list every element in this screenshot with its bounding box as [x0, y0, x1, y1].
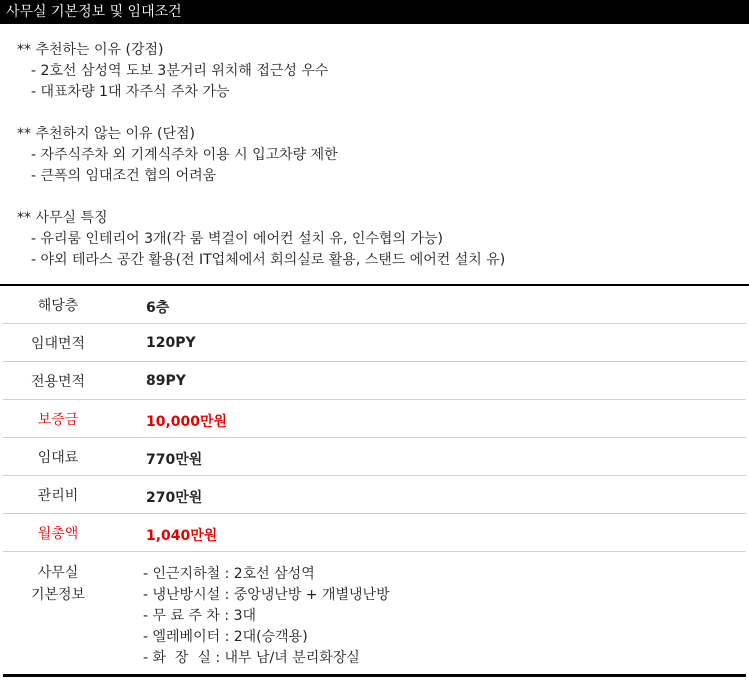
features-group [17, 208, 737, 271]
basic-info-item: - 냉난방시설 : 중앙냉난방 + 개별냉난방 [143, 587, 390, 603]
table-row-maintenance [3, 476, 746, 514]
basic-info-label-line1: 사무실 [37, 565, 79, 581]
notes-section [17, 40, 737, 292]
monthly-total-value: 1,040만원 [146, 528, 218, 544]
cons-item: - 큰폭의 임대조건 협의 어려움 [31, 168, 217, 184]
basic-info-label-line2: 기본정보 [30, 587, 86, 603]
features-item: - 유리룸 인테리어 3개(각 룸 벽걸이 에어컨 설치 유, 인수협의 가능) [31, 231, 443, 247]
exclusive-area-label: 전용면적 [30, 374, 86, 390]
basic-info-item: - 화 장 실 : 내부 남/녀 분리화장실 [143, 650, 360, 666]
cons-heading: ** 추천하지 않는 이유 (단점) [17, 126, 195, 142]
table-row-basic-info [3, 552, 746, 666]
table-bottom-divider [3, 674, 746, 677]
pros-heading: ** 추천하는 이유 (강점) [17, 42, 164, 58]
floor-value: 6층 [146, 300, 170, 316]
basic-info-item: - 인근지하철 : 2호선 삼성역 [143, 566, 315, 582]
rent-value: 770만원 [146, 452, 203, 468]
rent-label: 임대료 [37, 450, 79, 466]
pros-item: - 2호선 삼성역 도보 3분거리 위치해 접근성 우수 [31, 63, 329, 79]
exclusive-area-value: 89PY [146, 373, 186, 389]
table-row-monthly-total [3, 514, 746, 552]
table-row-deposit [3, 400, 746, 438]
deposit-label: 보증금 [37, 412, 79, 428]
features-item: - 야외 테라스 공간 활용(전 IT업체에서 회의실로 활용, 스탠드 에어컨 설치 유) [31, 252, 506, 268]
floor-label: 해당층 [37, 298, 79, 314]
basic-info-item: - 엘레베이터 : 2대(승객용) [143, 629, 308, 645]
lease-area-label: 임대면적 [30, 336, 86, 352]
monthly-total-label: 월총액 [37, 526, 79, 542]
section-title-bar [0, 0, 749, 24]
table-row-lease-area [3, 324, 746, 362]
pros-group [17, 40, 737, 103]
deposit-value: 10,000만원 [146, 414, 228, 430]
basic-info-label [3, 562, 113, 606]
maintenance-label: 관리비 [37, 488, 79, 504]
lease-info-table [3, 286, 746, 666]
cons-group [17, 124, 737, 187]
basic-info-list [143, 564, 390, 669]
table-row-rent [3, 438, 746, 476]
maintenance-value: 270만원 [146, 490, 203, 506]
section-title: 사무실 기본정보 및 임대조건 [6, 4, 182, 20]
cons-item: - 자주식주차 외 기계식주차 이용 시 입고차량 제한 [31, 147, 338, 163]
features-heading: ** 사무실 특징 [17, 210, 108, 226]
pros-item: - 대표차량 1대 자주식 주차 가능 [31, 84, 230, 100]
table-row-exclusive-area [3, 362, 746, 400]
basic-info-item: - 무 료 주 차 : 3대 [143, 608, 256, 624]
table-row-floor [3, 286, 746, 324]
lease-area-value: 120PY [146, 335, 196, 351]
